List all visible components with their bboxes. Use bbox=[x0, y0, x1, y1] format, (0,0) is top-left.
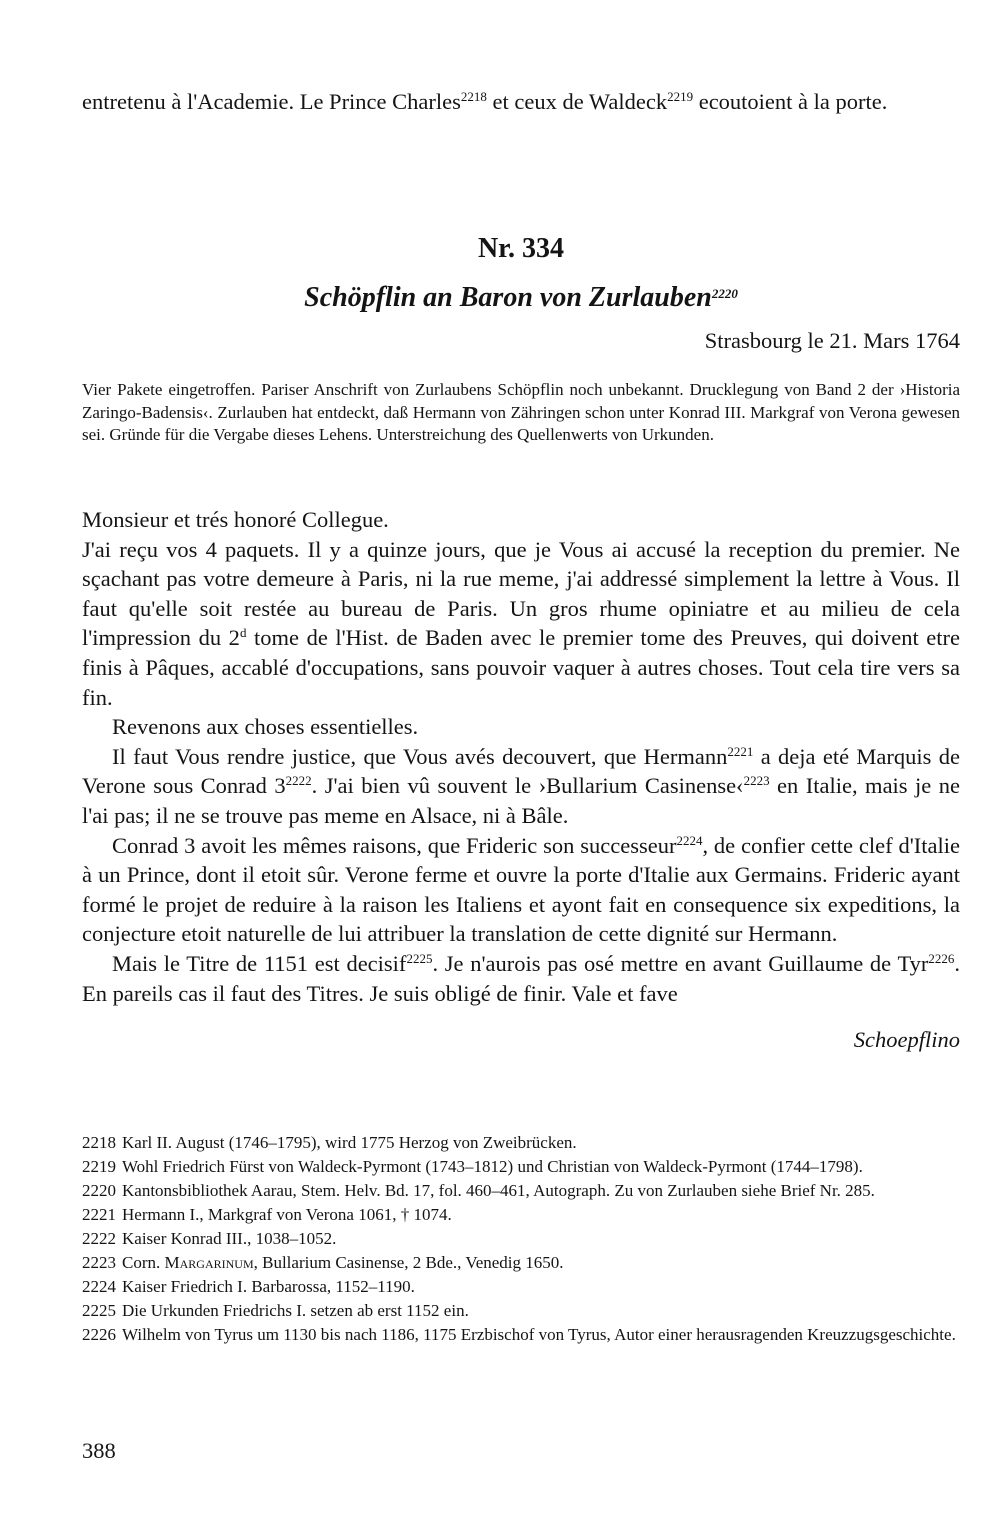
body-text: . J'ai bien vû souvent le ›Bullarium Casinense‹ bbox=[311, 773, 744, 799]
body-paragraph: Revenons aux choses essentielles. bbox=[112, 714, 419, 740]
body-text: . Je n'aurois pas osé mettre en avant Guillaume de Tyr bbox=[432, 950, 929, 976]
body-text: , de confier cette clef d'Italie à un Prince, dont il etoit sûr. Verone ferme et ouvre la porte d'Italie aux Germains. Frideric ayant formé le projet de reduire à la raison les Italiens et ayont fait en consequence six expeditions, la conjecture etoit naturelle de lui attribuer la translation de cette dignité sur Hermann. bbox=[82, 832, 960, 947]
footnote-number: 2218 bbox=[82, 1133, 116, 1152]
footnote-item bbox=[82, 1299, 960, 1323]
page-number: 388 bbox=[82, 1438, 116, 1463]
footnote-ref[interactable]: 2223 bbox=[743, 773, 770, 789]
footnote-ref[interactable]: 2224 bbox=[676, 832, 703, 848]
body-text: a deja eté Marquis de Verone sous Conrad 3 bbox=[82, 743, 961, 799]
footnote-text: Karl II. August (1746–1795), wird 1775 Herzog von Zweibrücken. bbox=[122, 1133, 577, 1152]
body-paragraph bbox=[82, 742, 960, 831]
letter-body bbox=[82, 505, 960, 1008]
author-name: Margarinum bbox=[164, 1253, 254, 1272]
footnote-item bbox=[82, 1155, 960, 1179]
signature: Schoepflino bbox=[853, 1027, 960, 1052]
intro-paragraph bbox=[82, 86, 960, 118]
letter-date: Strasbourg le 21. Mars 1764 bbox=[704, 328, 960, 353]
footnote-text-part: , Bullarium Casinense, 2 Bde., Venedig 1650. bbox=[253, 1253, 564, 1272]
body-text: en Italie, mais je ne l'ai pas; il ne se trouve pas meme en Alsace, ni à Bâle. bbox=[82, 773, 960, 828]
footnote-number: 2221 bbox=[82, 1205, 116, 1224]
footnote-number: 2219 bbox=[82, 1157, 116, 1176]
letter-title-text: Schöpflin an Baron von Zurlauben bbox=[304, 282, 712, 313]
footnote-item bbox=[82, 1203, 960, 1227]
footnote-item bbox=[82, 1323, 960, 1347]
salutation: Monsieur et trés honoré Collegue. bbox=[82, 507, 389, 532]
footnote-ref[interactable]: 2221 bbox=[727, 743, 754, 759]
footnote-text: Hermann I., Markgraf von Verona 1061, † 1074. bbox=[122, 1205, 452, 1224]
footnote-text: Kantonsbibliothek Aarau, Stem. Helv. Bd. 17, fol. 460–461, Autograph. Zu von Zurlauben siehe Brief Nr. 285. bbox=[122, 1181, 875, 1200]
footnote-text-part: Corn. bbox=[122, 1253, 165, 1272]
footnote-text bbox=[122, 1251, 960, 1275]
footnote-number: 2223 bbox=[82, 1253, 116, 1272]
footnote-number: 2220 bbox=[82, 1181, 116, 1200]
footnote-item bbox=[82, 1275, 960, 1299]
letter-number: Nr. 334 bbox=[477, 233, 565, 264]
footnote-number: 2225 bbox=[82, 1301, 116, 1320]
document-page bbox=[82, 0, 960, 1531]
footnote-item bbox=[82, 1131, 960, 1155]
letter-summary: Vier Pakete eingetroffen. Pariser Anschrift von Zurlaubens Schöpflin noch unbekannt. Drucklegung von Band 2 der ›Historia Zaringo-Badensis‹. Zurlauben hat entdeckt, daß Hermann von Zähringen schon unter Konrad III. Markgraf von Verona gewesen sei. Gründe für die Vergabe dieses Lehens. Unterstreichung des Quellenwerts von Urkunden. bbox=[82, 380, 960, 444]
footnote-item bbox=[82, 1227, 960, 1251]
body-text: Il faut Vous rendre justice, que Vous avés decouvert, que Hermann bbox=[112, 743, 728, 769]
footnote-ref[interactable]: 2220 bbox=[711, 286, 738, 301]
footnote-item bbox=[82, 1251, 960, 1275]
body-paragraph bbox=[82, 949, 960, 1008]
body-text: . En pareils cas il faut des Titres. Je suis obligé de finir. Vale et fave bbox=[82, 950, 961, 1006]
footnote-ref[interactable]: 2225 bbox=[406, 950, 433, 966]
footnote-number: 2222 bbox=[82, 1229, 116, 1248]
footnote-number: 2224 bbox=[82, 1277, 116, 1296]
body-paragraph bbox=[82, 535, 960, 713]
ordinal-superscript: d bbox=[239, 625, 247, 641]
footnote-ref[interactable]: 2226 bbox=[928, 950, 955, 966]
footnote-text: Kaiser Friedrich I. Barbarossa, 1152–1190. bbox=[122, 1277, 415, 1296]
footnote-text: Die Urkunden Friedrichs I. setzen ab erst 1152 ein. bbox=[122, 1301, 469, 1320]
intro-text: ecoutoient à la porte. bbox=[693, 89, 888, 114]
footnote-item bbox=[82, 1179, 960, 1203]
body-text: J'ai reçu vos 4 paquets. Il y a quinze jours, que je Vous ai accusé la reception du premier. Ne sçachant pas votre demeure à Paris, ni la rue meme, j'ai addressé simplement la lettre à Vous. Il faut qu'elle soit restée au bureau de Paris. Un gros rhume opiniatre et au milieu de cela l'impression du 2 bbox=[82, 536, 960, 651]
footnote-text: Wilhelm von Tyrus um 1130 bis nach 1186, 1175 Erzbischof von Tyrus, Autor einer herausragenden Kreuzzugsgeschichte. bbox=[122, 1325, 956, 1344]
body-text: tome de l'Hist. de Baden avec le premier tome des Preuves, qui doivent etre finis à Pâques, accablé d'occupations, sans pouvoir vaquer à autres choses. Tout cela tire vers sa fin. bbox=[82, 625, 960, 710]
footnote-ref[interactable]: 2218 bbox=[460, 89, 487, 104]
footnote-number: 2226 bbox=[82, 1325, 116, 1344]
footnote-text: Wohl Friedrich Fürst von Waldeck-Pyrmont (1743–1812) und Christian von Waldeck-Pyrmont (1744–1798). bbox=[122, 1157, 863, 1176]
footnote-list bbox=[82, 1131, 960, 1347]
footnote-ref[interactable]: 2219 bbox=[667, 89, 694, 104]
footnote-ref[interactable]: 2222 bbox=[285, 773, 312, 789]
footnote-text: Kaiser Konrad III., 1038–1052. bbox=[122, 1229, 337, 1248]
body-text: Conrad 3 avoit les mêmes raisons, que Frideric son successeur bbox=[112, 832, 677, 858]
letter-title bbox=[82, 280, 960, 316]
body-text: Mais le Titre de 1151 est decisif bbox=[112, 950, 407, 976]
intro-text: et ceux de Waldeck bbox=[486, 89, 668, 114]
body-paragraph bbox=[82, 831, 960, 949]
intro-text: entretenu à l'Academie. Le Prince Charles bbox=[82, 89, 461, 114]
